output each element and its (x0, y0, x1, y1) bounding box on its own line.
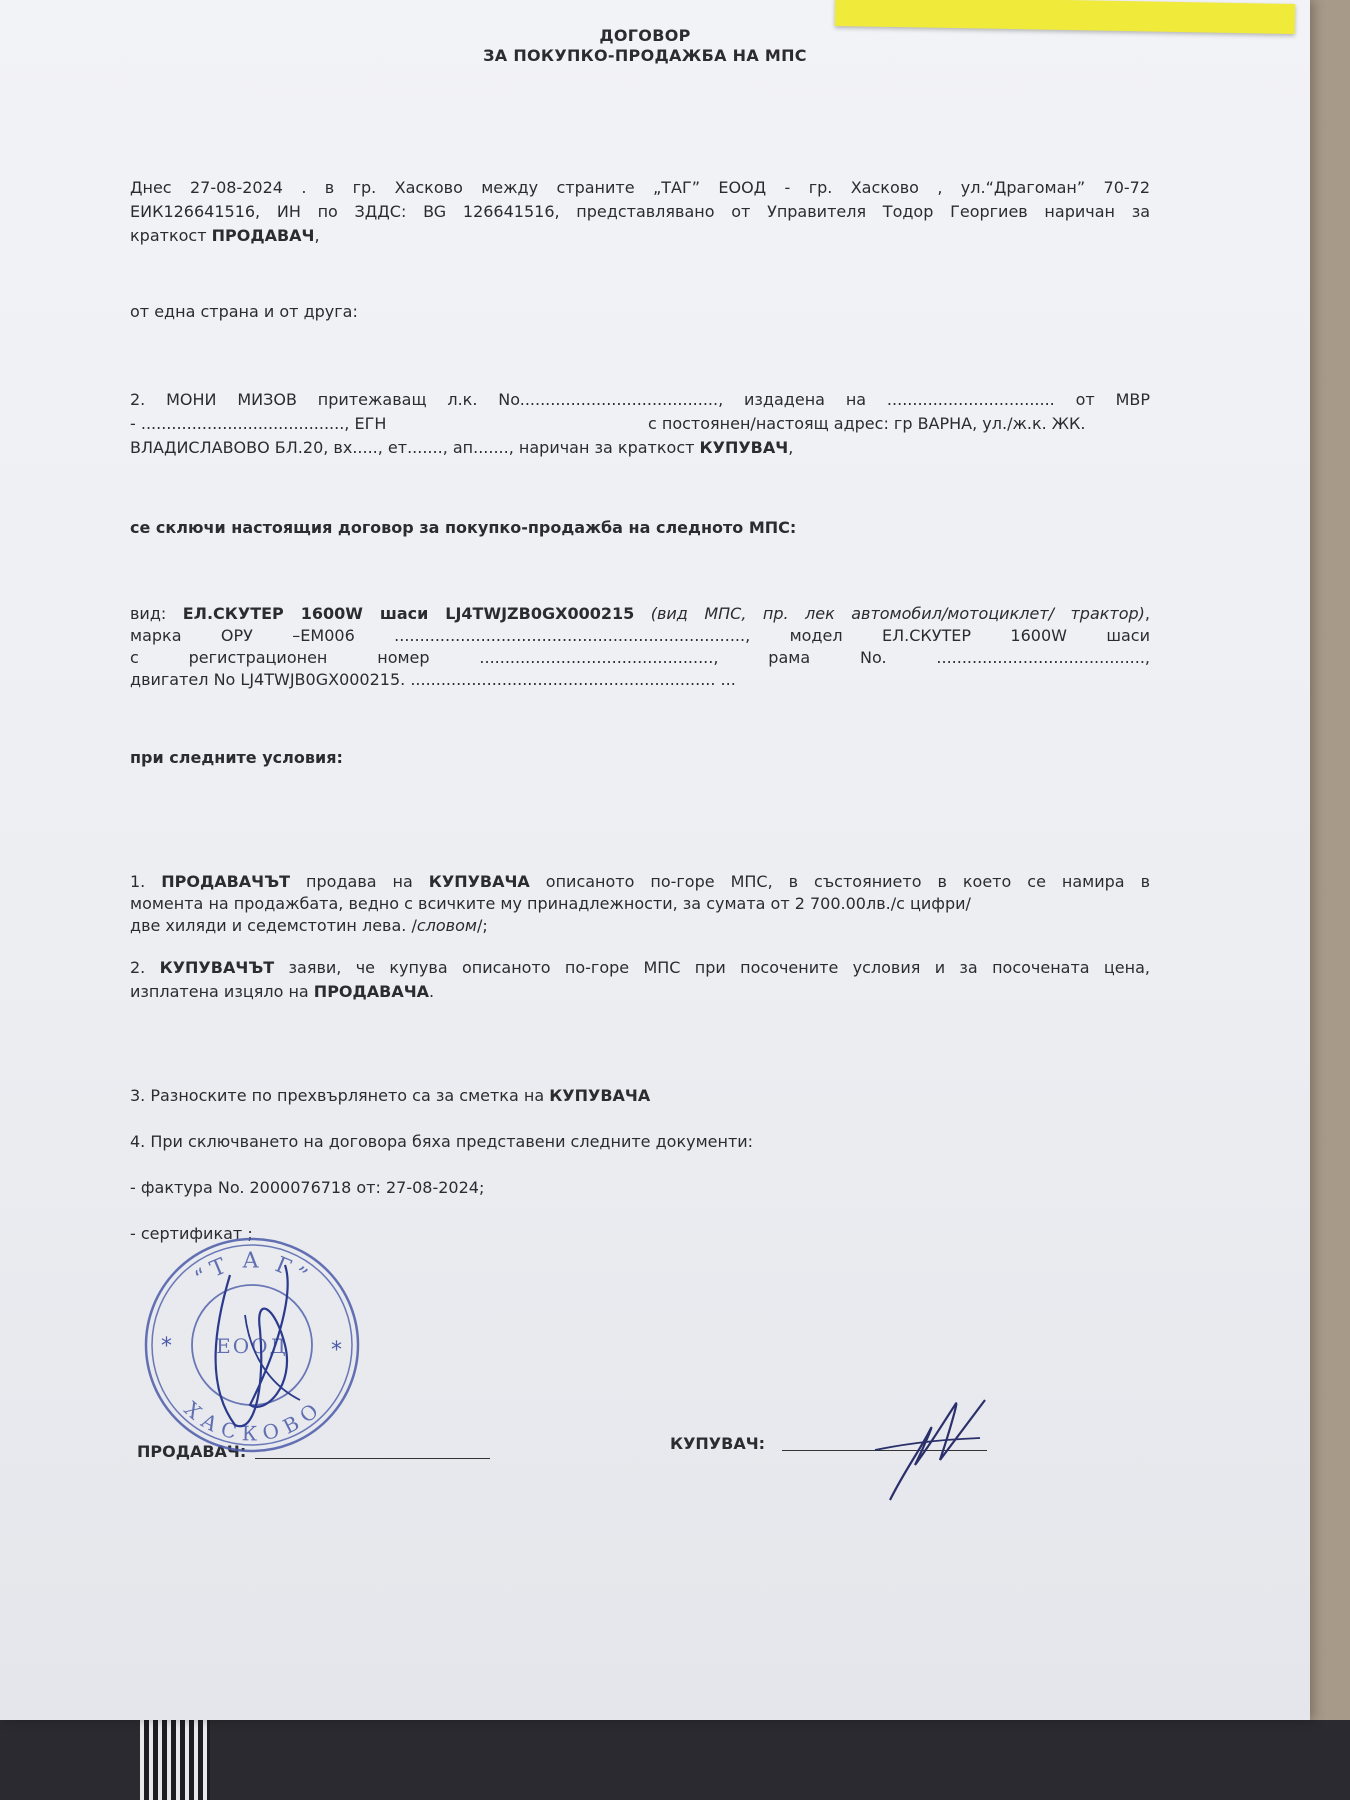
clause-1-line-1: 1. ПРОДАВАЧЪТ продава на КУПУВАЧА описаното по-горе МПС, в състоянието в което се намира в (130, 872, 1150, 891)
document-certificate: - сертификат ; (130, 1224, 253, 1243)
buyer-term: КУПУВАЧ (699, 438, 789, 457)
stamp-star-right: * (331, 1338, 342, 1363)
conditions-heading: при следните условия: (130, 748, 343, 767)
clause-2-line-2: изплатена изцяло на ПРОДАВАЧА. (130, 982, 435, 1001)
buyer-line-1: 2. МОНИ МИЗОВ притежаващ л.к. No......................................., издадена на ................................. от МВР (130, 390, 1150, 409)
stamp-bottom-text: ХАСКОВО (179, 1396, 326, 1446)
stamp-top-text: “Т А Г” (190, 1248, 315, 1292)
seller-term: ПРОДАВАЧ (211, 226, 315, 245)
buyer-line-2 (130, 414, 1150, 434)
intro-line-3: краткост ПРОДАВАЧ, (130, 226, 320, 245)
other-side-line: от една страна и от друга: (130, 302, 358, 321)
intro-line-1: Днес 27-08-2024 . в гр. Хасково между страните „ТАГ” ЕООД - гр. Хасково , ул.“Драгоман” 70-72 (130, 178, 1150, 197)
vehicle-line-4: двигател No LJ4TWJB0GX000215. ............................................................ ... (130, 670, 736, 689)
buyer-egn: - ........................................, ЕГН (130, 414, 387, 433)
vehicle-line-2: марка ОРУ –ЕМ006 ....................................................................., модел ЕЛ.СКУТЕР 1600W шаси (130, 626, 1150, 645)
binder-spine (140, 1720, 210, 1800)
buyer-signature-label: КУПУВАЧ: (670, 1434, 766, 1453)
stamp-center-text: ЕООД (216, 1334, 288, 1358)
clause-1-line-2: момента на продажбата, ведно с всичките му принадлежности, за сумата от 2 700.00лв./с цифри/ (130, 894, 971, 913)
buyer-line-3: ВЛАДИСЛАВОВО БЛ.20, вх....., ет......., ап......., наричан за краткост КУПУВАЧ, (130, 438, 794, 457)
intro-line-2: ЕИК126641516, ИН по ЗДДС: BG 126641516, представлявано от Управителя Тодор Георгиев наричан за (130, 202, 1150, 221)
vehicle-line-1: вид: ЕЛ.СКУТЕР 1600W шаси LJ4TWJZB0GX000215 (вид МПС, пр. лек автомобил/мотоциклет/ трактор), (130, 604, 1151, 623)
seller-signature-label: ПРОДАВАЧ: (137, 1442, 247, 1461)
vehicle-line-3: с регистрационен номер .............................................., рама No. ........................................., (130, 648, 1150, 667)
company-stamp (135, 1235, 370, 1455)
stamp-star-left: * (161, 1334, 172, 1359)
clause-2-line-1: 2. КУПУВАЧЪТ заяви, че купува описаното по-горе МПС при посочените условия и за посочената цена, (130, 958, 1151, 977)
clause-4: 4. При сключването на договора бяха представени следните документи: (130, 1132, 754, 1151)
buyer-address: с постоянен/настоящ адрес: гр ВАРНА, ул./ж.к. ЖК. (648, 414, 1086, 433)
contract-heading: се сключи настоящия договор за покупко-продажба на следното МПС: (130, 518, 797, 537)
buyer-signature-scribble (870, 1390, 1000, 1510)
clause-1-line-3: две хиляди и седемстотин лева. /словом/; (130, 916, 488, 935)
document-subtitle: ЗА ПОКУПКО-ПРОДАЖБА НА МПС (483, 46, 807, 65)
clause-3: 3. Разноските по прехвърлянето са за сметка на КУПУВАЧА (130, 1086, 651, 1105)
document-invoice: - фактура No. 2000076718 от: 27-08-2024; (130, 1178, 485, 1197)
document-title: ДОГОВОР (599, 26, 691, 45)
seller-signature-line (255, 1458, 490, 1459)
vehicle-type: ЕЛ.СКУТЕР 1600W шаси LJ4TWJZB0GX000215 (182, 604, 635, 623)
